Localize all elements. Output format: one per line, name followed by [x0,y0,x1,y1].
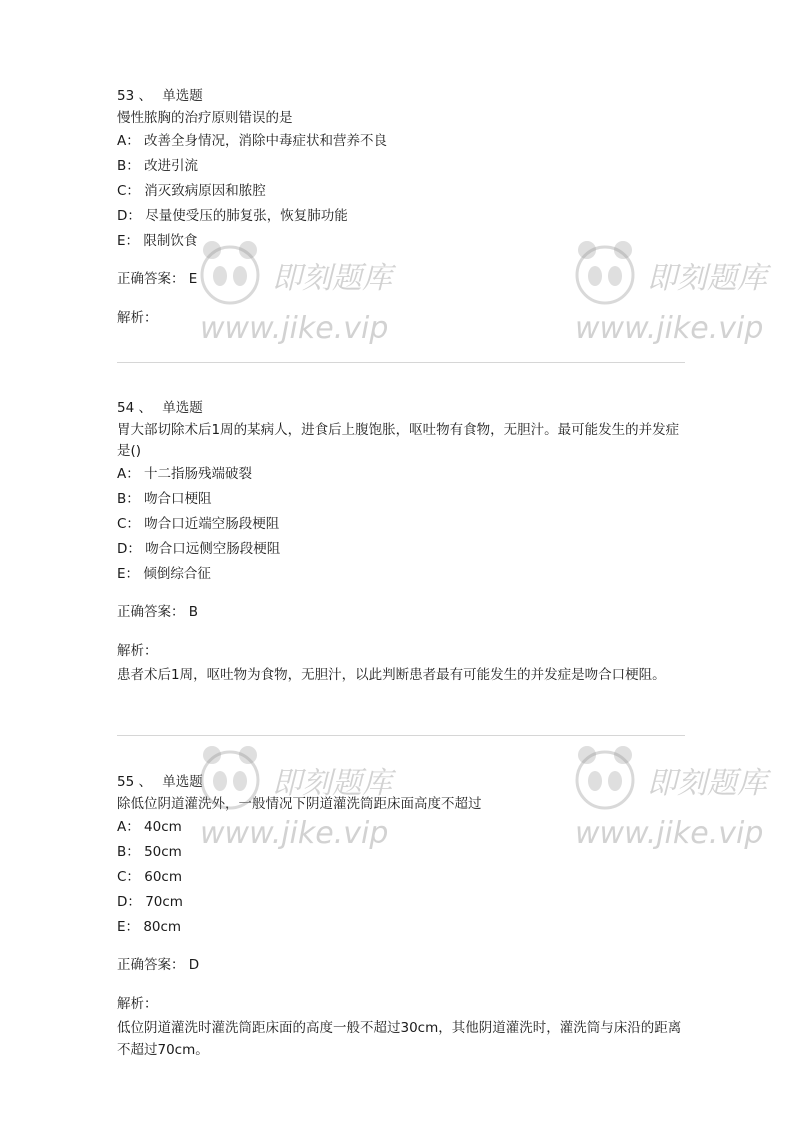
watermark-brand: 即刻题库 [272,261,392,296]
option-text: 吻合口近端空肠段梗阻 [144,516,280,532]
answer-label: 正确答案： [117,271,185,287]
answer-label: 正确答案： [117,957,185,973]
divider [117,362,685,363]
question-header [117,398,685,418]
question-separator: 、 [138,400,152,416]
option-letter: A： [117,466,140,482]
option-text: 80cm [143,919,182,935]
option-text: 限制饮食 [143,233,198,249]
option-text: 改进引流 [144,158,199,174]
option-e [117,915,685,940]
option-d [117,204,685,229]
divider [117,735,685,736]
analysis-label: 解析： [117,310,158,326]
correct-answer [117,955,685,975]
watermark-url: www.jike.vip [575,816,764,851]
question-type: 单选题 [162,774,203,790]
question-number: 54 [117,400,135,416]
question-number: 53 [117,88,135,104]
option-a [117,462,685,487]
question-header [117,86,685,106]
watermark-brand: 即刻题库 [272,766,392,801]
answer-label: 正确答案： [117,604,185,620]
option-text: 吻合口远侧空肠段梗阻 [145,541,281,557]
question-separator: 、 [138,88,152,104]
correct-answer [117,602,685,622]
correct-answer [117,269,685,289]
option-b [117,487,685,512]
option-d [117,890,685,915]
watermark-url: www.jike.vip [200,311,389,346]
option-letter: B： [117,491,140,507]
option-letter: B： [117,158,140,174]
option-letter: D： [117,894,141,910]
watermark-brand: 即刻题库 [647,261,767,296]
option-letter: E： [117,233,140,249]
option-text: 40cm [144,819,182,835]
question-55 [117,772,685,1061]
option-text: 倾倒综合征 [143,566,211,582]
analysis-text: 患者术后1周，呕吐物为食物，无胆汁，以此判断患者最有可能发生的并发症是吻合口梗阻。 [117,667,666,683]
option-text: 70cm [145,894,183,910]
option-text: 改善全身情况，消除中毒症状和营养不良 [144,133,388,149]
option-b [117,840,685,865]
option-letter: E： [117,919,140,935]
option-letter: C： [117,869,140,885]
option-letter: C： [117,183,140,199]
answer-value: D [188,957,200,973]
option-letter: A： [117,819,140,835]
question-header [117,772,685,792]
option-letter: C： [117,516,140,532]
option-c [117,865,685,890]
option-e [117,229,685,254]
option-text: 尽量使受压的肺复张，恢复肺功能 [145,208,348,224]
option-c [117,512,685,537]
answer-value: E [188,271,198,287]
option-d [117,537,685,562]
option-c [117,179,685,204]
question-separator: 、 [138,774,152,790]
option-a [117,815,685,840]
question-53 [117,86,685,331]
option-letter: E： [117,566,140,582]
watermark-brand: 即刻题库 [647,766,767,801]
question-type: 单选题 [162,400,203,416]
option-text: 消灭致病原因和脓腔 [144,183,266,199]
option-b [117,154,685,179]
option-letter: B： [117,844,140,860]
option-text: 50cm [144,844,182,860]
option-letter: A： [117,133,140,149]
option-e [117,562,685,587]
watermark-url: www.jike.vip [575,311,764,346]
option-letter: D： [117,541,141,557]
question-54 [117,398,685,686]
option-text: 十二指肠残端破裂 [144,466,253,482]
option-a [117,129,685,154]
option-letter: D： [117,208,141,224]
question-stem: 胃大部切除术后1周的某病人，进食后上腹饱胀，呕吐物有食物，无胆汁。最可能发生的并发症是() [117,422,680,459]
question-type: 单选题 [162,88,203,104]
watermark-url: www.jike.vip [200,816,389,851]
analysis-label: 解析： [117,643,158,659]
analysis-label: 解析： [117,996,158,1012]
option-text: 吻合口梗阻 [144,491,212,507]
analysis-text: 低位阴道灌洗时灌洗筒距床面的高度一般不超过30cm，其他阴道灌洗时，灌洗筒与床沿的距离不超过70cm。 [117,1020,682,1058]
option-text: 60cm [144,869,182,885]
answer-value: B [188,604,199,620]
question-stem: 慢性脓胸的治疗原则错误的是 [117,110,293,126]
question-stem: 除低位阴道灌洗外，一般情况下阴道灌洗筒距床面高度不超过 [117,796,482,812]
question-number: 55 [117,774,135,790]
